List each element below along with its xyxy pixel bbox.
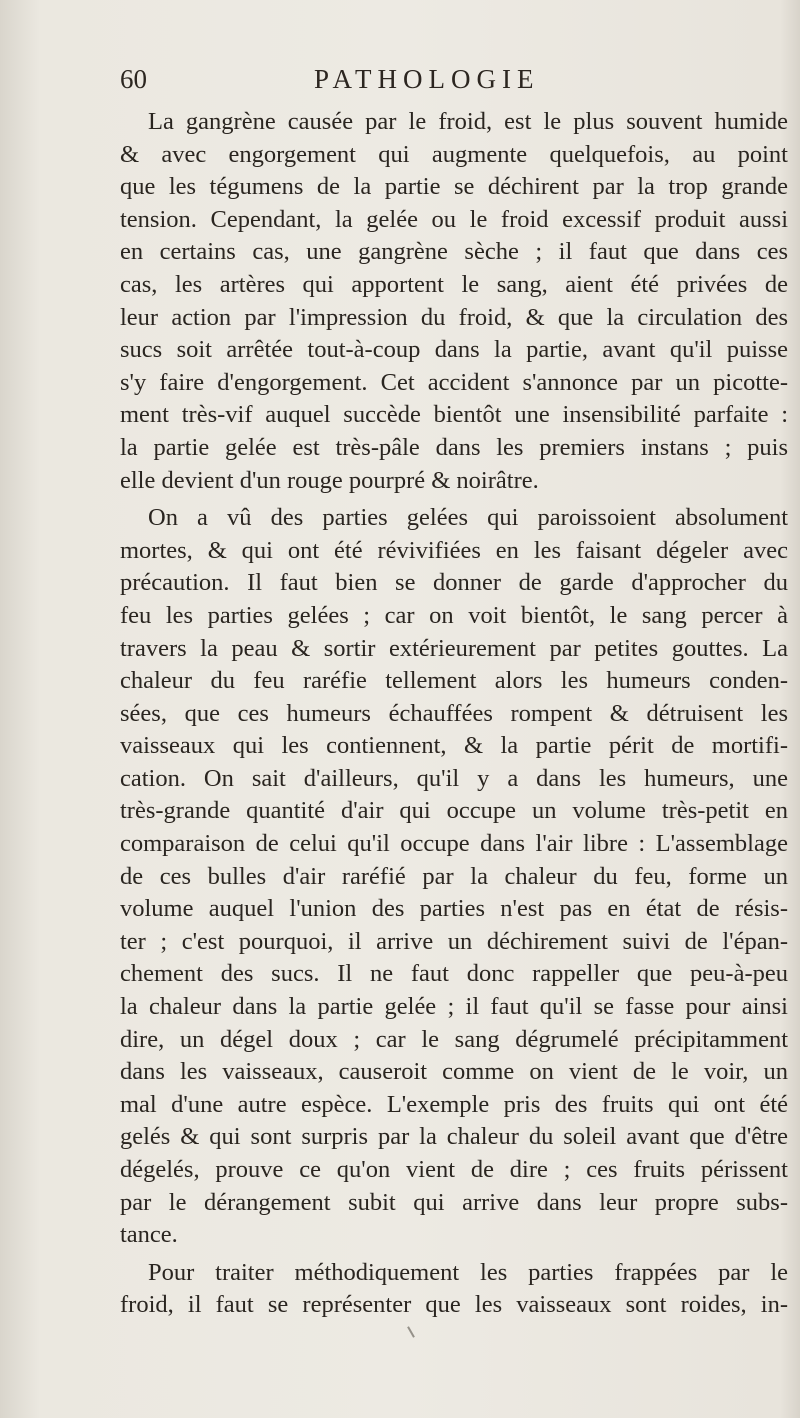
text-line: sucs soit arrêtée tout-à-coup dans la partie, avant qu'il puisse — [120, 336, 788, 364]
text-line: tension. Cependant, la gelée ou le froid excessif produit aussi — [120, 205, 788, 233]
text-line: ter ; c'est pourquoi, il arrive un déchirement suivi de l'épan- — [120, 927, 788, 955]
text-line: gelés & qui sont surpris par la chaleur du soleil avant que d'être — [120, 1123, 788, 1151]
text-line: mal d'une autre espèce. L'exemple pris des fruits qui ont été — [120, 1090, 788, 1118]
text-line: ment très-vif auquel succède bientôt une insensibilité parfaite : — [120, 401, 788, 429]
paragraph-3 — [120, 1257, 788, 1322]
text-line: tance. — [120, 1221, 178, 1249]
text-line: & avec engorgement qui augmente quelquefois, au point — [120, 140, 788, 168]
text-line: leur action par l'impression du froid, & que la circulation des — [120, 303, 788, 331]
text-line: chaleur du feu raréfie tellement alors les humeurs conden- — [120, 667, 788, 695]
text-line: la partie gelée est très-pâle dans les premiers instans ; puis — [120, 433, 788, 461]
text-line: dégelés, prouve ce qu'on vient de dire ; ces fruits périssent — [120, 1156, 788, 1183]
text-line: Pour traiter méthodiquement les parties frappées par le — [148, 1258, 788, 1286]
page-header — [120, 62, 780, 102]
text-line: cation. On sait d'ailleurs, qu'il y a dans les humeurs, une — [120, 764, 788, 792]
running-title: PATHOLOGIE — [314, 64, 540, 94]
text-line: vaisseaux qui les contiennent, & la partie périt de mortifi- — [120, 732, 788, 760]
text-line: dire, un dégel doux ; car le sang dégrumelé précipitamment — [120, 1025, 788, 1053]
text-line: La gangrène causée par le froid, est le plus souvent humide — [148, 108, 788, 135]
text-line: travers la peau & sortir extérieurement par petites gouttes. La — [120, 634, 788, 662]
text-line: très-grande quantité d'air qui occupe un volume très-petit en — [120, 797, 788, 825]
paragraph-2 — [120, 502, 788, 1252]
text-line: précaution. Il faut bien se donner de garde d'approcher du — [120, 569, 788, 597]
text-line: la chaleur dans la partie gelée ; il faut qu'il se fasse pour ainsi — [120, 993, 788, 1021]
text-line: On a vû des parties gelées qui paroissoient absolument — [148, 504, 788, 532]
text-line: cas, les artères qui apportent le sang, aient été privées de — [120, 270, 788, 298]
text-line: de ces bulles d'air raréfié par la chaleur du feu, forme un — [120, 862, 788, 890]
text-line: sées, que ces humeurs échauffées rompent & détruisent les — [120, 699, 788, 727]
text-line: froid, il faut se représenter que les vaisseaux sont roides, in- — [120, 1291, 788, 1319]
ink-mark — [407, 1326, 415, 1337]
text-line: s'y faire d'engorgement. Cet accident s'annonce par un picotte- — [120, 368, 788, 396]
text-line: mortes, & qui ont été révivifiées en les faisant dégeler avec — [120, 536, 788, 564]
text-line: elle devient d'un rouge pourpré & noirâtre. — [120, 466, 539, 494]
text-line: dans les vaisseaux, causeroit comme on vient de le voir, un — [120, 1058, 788, 1086]
text-line: que les tégumens de la partie se déchirent par la trop grande — [120, 173, 788, 201]
page-number: 60 — [120, 64, 147, 94]
text-line: en certains cas, une gangrène sèche ; il faut que dans ces — [120, 238, 788, 266]
text-line: par le dérangement subit qui arrive dans leur propre subs- — [120, 1188, 788, 1216]
paragraph-1 — [120, 106, 788, 497]
text-line: volume auquel l'union des parties n'est pas en état de résis- — [120, 895, 788, 923]
body-text — [120, 106, 788, 1322]
text-line: feu les parties gelées ; car on voit bientôt, le sang percer à — [120, 601, 788, 629]
text-line: chement des sucs. Il ne faut donc rappeller que peu-à-peu — [120, 960, 788, 988]
text-line: comparaison de celui qu'il occupe dans l'air libre : L'assemblage — [120, 830, 788, 858]
